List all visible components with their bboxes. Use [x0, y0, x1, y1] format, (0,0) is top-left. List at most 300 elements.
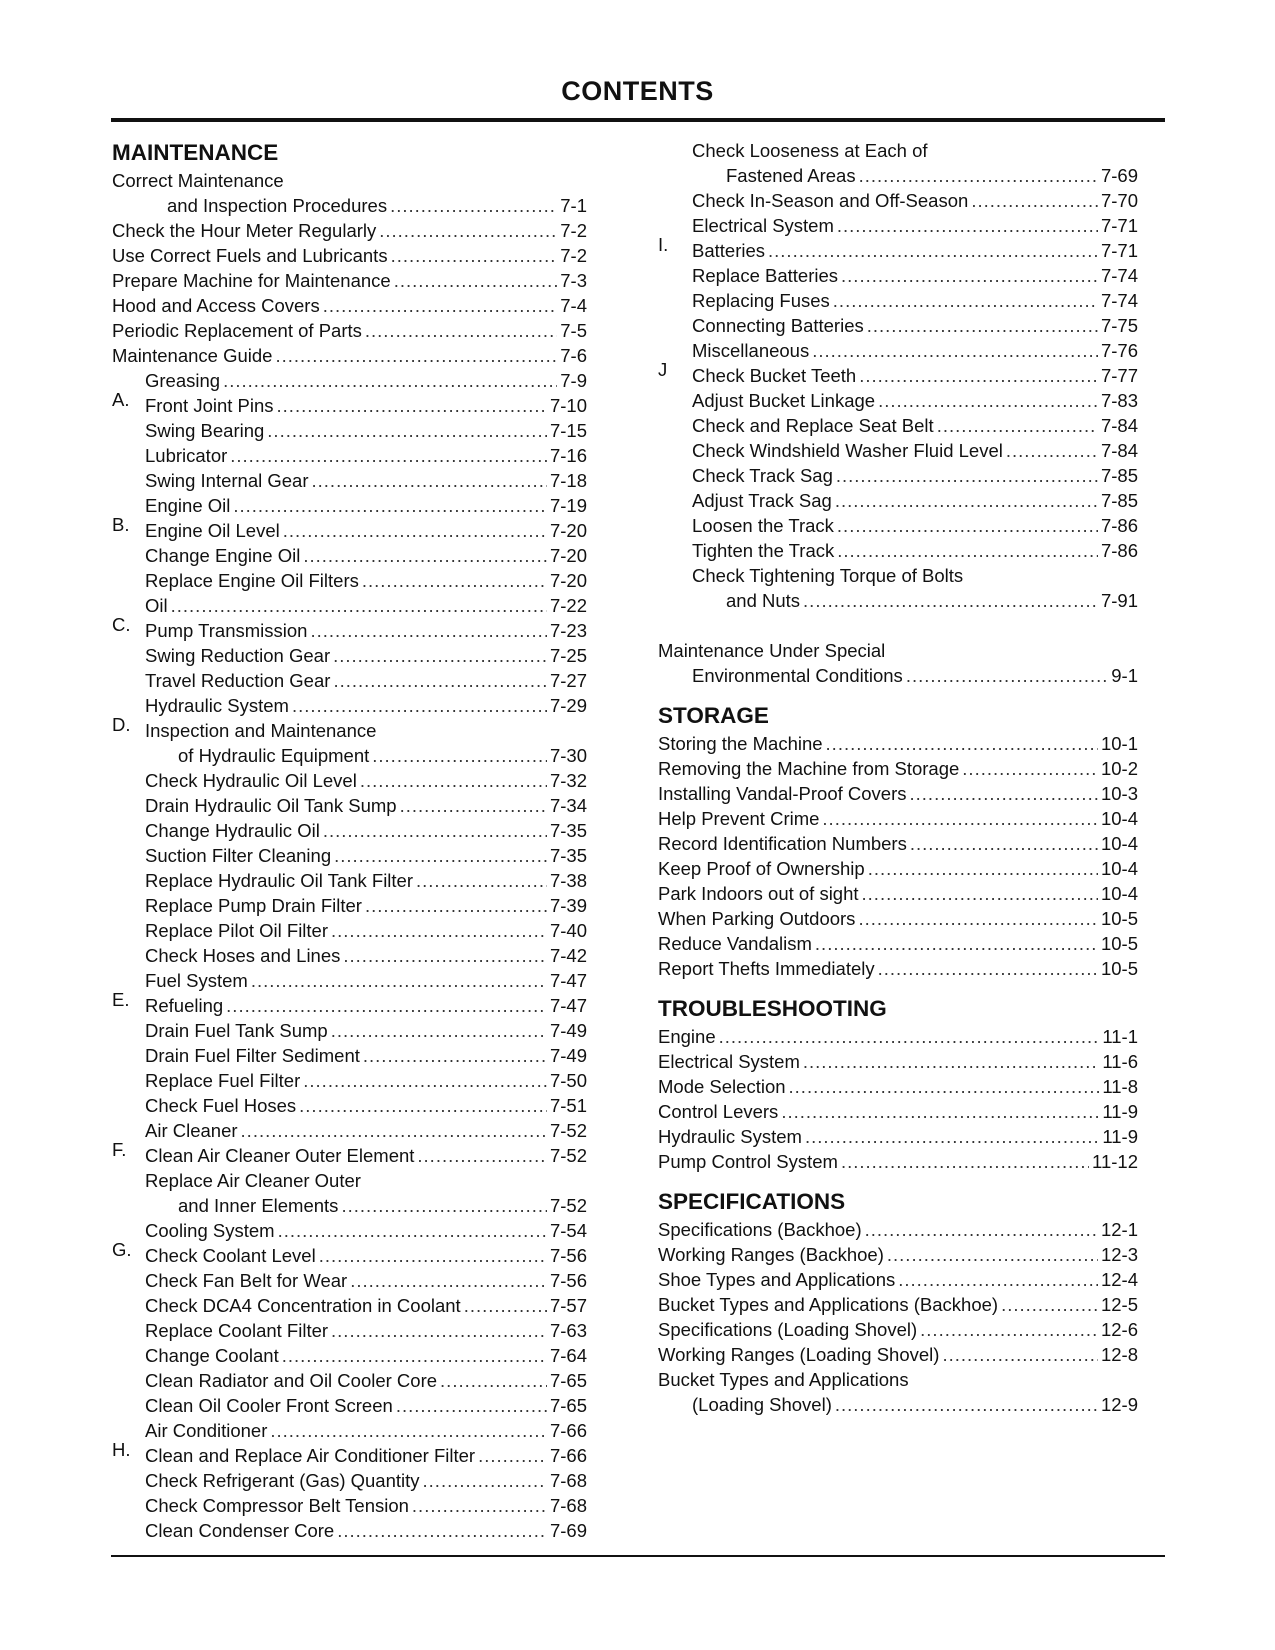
toc-entry-label: Mode Selection [658, 1076, 786, 1097]
dot-leader [223, 368, 557, 393]
toc-entry[interactable] [112, 343, 587, 368]
toc-entry[interactable] [658, 1124, 1138, 1149]
dot-leader [278, 1218, 547, 1243]
dot-leader [837, 513, 1098, 538]
toc-entry-page: 10-5 [1100, 908, 1138, 929]
toc-entry-label: Replace Hydraulic Oil Tank Filter [145, 870, 414, 891]
toc-entry-page: 12-4 [1100, 1269, 1138, 1290]
toc-entry[interactable] [112, 1493, 587, 1518]
toc-entry-label: Report Thefts Immediately [658, 958, 875, 979]
toc-entry-label: Check the Hour Meter Regularly [112, 220, 377, 241]
page-title: CONTENTS [561, 76, 714, 106]
toc-entry-page: 7-52 [549, 1195, 587, 1216]
dot-leader [390, 193, 557, 218]
dot-leader [805, 1124, 1099, 1149]
dot-leader [906, 663, 1108, 688]
dot-leader [835, 1392, 1098, 1417]
toc-entry[interactable] [112, 1143, 587, 1168]
dot-leader [350, 1268, 547, 1293]
section-heading-storage: STORAGE [658, 703, 769, 728]
toc-entry-label: Adjust Bucket Linkage [692, 390, 876, 411]
toc-entry-label: Change Hydraulic Oil [145, 820, 320, 841]
toc-entry-label: Fuel System [145, 970, 248, 991]
toc-entry[interactable] [112, 1168, 587, 1193]
toc-entry-page: 7-6 [560, 345, 587, 366]
toc-entry[interactable] [112, 743, 587, 768]
toc-entry-label: When Parking Outdoors [658, 908, 856, 929]
toc-entry-label: Installing Vandal-Proof Covers [658, 783, 907, 804]
toc-entry[interactable] [112, 218, 587, 243]
toc-entry-page: 7-35 [549, 845, 587, 866]
toc-entry-page: 7-47 [549, 995, 587, 1016]
toc-entry[interactable] [112, 568, 587, 593]
toc-entry[interactable] [112, 843, 587, 868]
dot-leader [303, 1068, 547, 1093]
toc-entry-label: Check Refrigerant (Gas) Quantity [145, 1470, 420, 1491]
toc-entry-page: 12-9 [1100, 1394, 1138, 1415]
toc-entry-page: 10-3 [1100, 783, 1138, 804]
dot-leader [858, 906, 1098, 931]
toc-entry[interactable] [658, 438, 1138, 463]
toc-entry-letter: E. [112, 989, 130, 1010]
toc-entry[interactable] [112, 1468, 587, 1493]
toc-entry-page: 7-63 [549, 1320, 587, 1341]
toc-entry-page: 7-86 [1100, 515, 1138, 536]
dot-leader [362, 568, 547, 593]
toc-entry-label: Use Correct Fuels and Lubricants [112, 245, 388, 266]
toc-entry[interactable] [112, 868, 587, 893]
toc-entry-page: 7-15 [549, 420, 587, 441]
toc-entry[interactable] [112, 393, 587, 418]
toc-entry-page: 7-47 [549, 970, 587, 991]
toc-entry-label: Check Compressor Belt Tension [145, 1495, 409, 1516]
toc-entry-page: 11-6 [1102, 1051, 1138, 1072]
toc-entry-page: 7-65 [549, 1395, 587, 1416]
toc-entry-label: Specifications (Loading Shovel) [658, 1319, 918, 1340]
toc-entry[interactable] [658, 806, 1138, 831]
toc-entry-label: Environmental Conditions [692, 665, 903, 686]
toc-entry[interactable] [112, 818, 587, 843]
toc-entry[interactable] [658, 1317, 1138, 1342]
toc-entry[interactable] [658, 1149, 1138, 1174]
toc-entry[interactable] [112, 1368, 587, 1393]
toc-entry-page: 7-77 [1100, 365, 1138, 386]
toc-entry-page: 11-12 [1092, 1151, 1138, 1172]
toc-entry-page: 7-74 [1100, 290, 1138, 311]
toc-entry-label: Clean Condenser Core [145, 1520, 335, 1541]
toc-entry-page: 7-69 [1100, 165, 1138, 186]
toc-entry-page: 7-40 [549, 920, 587, 941]
toc-entry-page: 7-85 [1100, 490, 1138, 511]
toc-entry[interactable] [658, 588, 1138, 613]
dot-leader [334, 843, 547, 868]
toc-entry[interactable] [658, 363, 1138, 388]
toc-entry[interactable] [112, 518, 587, 543]
dot-leader [812, 338, 1098, 363]
dot-leader [836, 463, 1098, 488]
toc-entry-label: Fastened Areas [726, 165, 856, 186]
toc-entry-list [112, 168, 587, 1543]
toc-entry[interactable] [112, 1193, 587, 1218]
toc-entry-page: 11-9 [1102, 1101, 1138, 1122]
toc-entry[interactable] [658, 856, 1138, 881]
dot-leader [365, 893, 547, 918]
toc-entry-label: Bucket Types and Applications (Backhoe) [658, 1294, 999, 1315]
toc-entry-label: Drain Hydraulic Oil Tank Sump [145, 795, 397, 816]
toc-entry[interactable] [658, 956, 1138, 981]
dot-leader [412, 1493, 547, 1518]
section-heading-troubleshooting: TROUBLESHOOTING [658, 996, 887, 1021]
toc-entry-page: 10-4 [1100, 858, 1138, 879]
dot-leader [962, 756, 1098, 781]
toc-entry[interactable] [658, 488, 1138, 513]
toc-entry-page: 7-39 [549, 895, 587, 916]
toc-entry[interactable] [658, 288, 1138, 313]
dot-leader [303, 543, 547, 568]
toc-entry[interactable] [658, 1367, 1138, 1392]
toc-entry-label: Replace Pump Drain Filter [145, 895, 362, 916]
toc-entry-label: Hydraulic System [658, 1126, 802, 1147]
toc-entry-letter: J [658, 359, 668, 380]
toc-entry[interactable] [112, 668, 587, 693]
toc-entry-label: Replace Engine Oil Filters [145, 570, 359, 591]
contents-right-column [658, 138, 1138, 1417]
toc-entry-label: Maintenance Guide [112, 345, 273, 366]
dot-leader [299, 1093, 547, 1118]
toc-entry-label: Refueling [145, 995, 224, 1016]
toc-entry[interactable] [658, 1049, 1138, 1074]
toc-entry-label: Check Track Sag [692, 465, 833, 486]
toc-entry-page: 7-76 [1100, 340, 1138, 361]
toc-entry[interactable] [112, 1343, 587, 1368]
dot-leader [719, 1024, 1100, 1049]
toc-entry-label: Replacing Fuses [692, 290, 830, 311]
dot-leader [333, 668, 547, 693]
toc-entry-label: Control Levers [658, 1101, 779, 1122]
contents-left-column [112, 138, 587, 1543]
toc-entry-label: Working Ranges (Loading Shovel) [658, 1344, 940, 1365]
dot-leader [394, 268, 558, 293]
toc-entry-label: Swing Reduction Gear [145, 645, 331, 666]
toc-entry-letter: F. [112, 1139, 127, 1160]
toc-entry[interactable] [112, 1518, 587, 1543]
toc-entry[interactable] [658, 188, 1138, 213]
toc-entry-label: Pump Control System [658, 1151, 838, 1172]
dot-leader [878, 388, 1098, 413]
toc-entry[interactable] [112, 943, 587, 968]
dot-leader [971, 188, 1098, 213]
dot-leader [275, 343, 557, 368]
toc-entry[interactable] [658, 138, 1138, 163]
toc-entry-page: 7-84 [1100, 415, 1138, 436]
toc-entry-page: 7-56 [549, 1245, 587, 1266]
dot-leader [267, 418, 547, 443]
toc-entry[interactable] [658, 931, 1138, 956]
toc-entry[interactable] [112, 268, 587, 293]
toc-entry[interactable] [112, 718, 587, 743]
dot-leader [270, 1418, 547, 1443]
toc-entry-page: 12-3 [1100, 1244, 1138, 1265]
toc-entry[interactable] [658, 538, 1138, 563]
toc-entry[interactable] [658, 1099, 1138, 1124]
toc-entry-label: Greasing [145, 370, 221, 391]
toc-entry-page: 7-64 [549, 1345, 587, 1366]
section-heading-specifications: SPECIFICATIONS [658, 1189, 846, 1214]
toc-entry-label: Correct Maintenance [112, 170, 284, 191]
toc-entry-page: 7-5 [560, 320, 587, 341]
toc-entry[interactable] [658, 263, 1138, 288]
dot-leader [400, 793, 547, 818]
toc-entry[interactable] [658, 1217, 1138, 1242]
toc-entry-label: Miscellaneous [692, 340, 810, 361]
toc-entry-label: Check DCA4 Concentration in Coolant [145, 1295, 461, 1316]
toc-entry-label: Periodic Replacement of Parts [112, 320, 362, 341]
toc-entry-page: 7-4 [560, 295, 587, 316]
toc-entry-label: Check Fan Belt for Wear [145, 1270, 348, 1291]
toc-entry-page: 7-51 [549, 1095, 587, 1116]
toc-entry-page: 7-34 [549, 795, 587, 816]
toc-entry-page: 7-27 [549, 670, 587, 691]
dot-leader [337, 1518, 547, 1543]
toc-entry[interactable] [112, 1443, 587, 1468]
toc-entry-list [658, 731, 1138, 981]
toc-entry-label: Electrical System [692, 215, 834, 236]
dot-leader [372, 743, 547, 768]
toc-entry[interactable] [658, 663, 1138, 688]
toc-entry-list [658, 138, 1138, 688]
toc-entry-page: 7-1 [560, 195, 587, 216]
toc-entry-page: 7-91 [1100, 590, 1138, 611]
toc-entry[interactable] [112, 1093, 587, 1118]
dot-leader [323, 293, 558, 318]
dot-leader [171, 593, 547, 618]
toc-entry-page: 7-10 [549, 395, 587, 416]
toc-entry[interactable] [658, 638, 1138, 663]
toc-entry-label: Engine Oil [145, 495, 231, 516]
toc-entry-page: 7-3 [560, 270, 587, 291]
toc-entry-page: 7-22 [549, 595, 587, 616]
toc-entry-label: Replace Pilot Oil Filter [145, 920, 329, 941]
dot-leader [865, 1217, 1098, 1242]
dot-leader [226, 993, 547, 1018]
toc-entry[interactable] [112, 1243, 587, 1268]
dot-leader [478, 1443, 547, 1468]
title-divider [111, 118, 1165, 122]
dot-leader [826, 731, 1098, 756]
toc-entry-page: 12-5 [1100, 1294, 1138, 1315]
toc-entry-label: Bucket Types and Applications [658, 1369, 909, 1390]
toc-entry[interactable] [658, 1292, 1138, 1317]
toc-entry[interactable] [112, 193, 587, 218]
toc-entry-page: 7-30 [549, 745, 587, 766]
toc-entry[interactable] [658, 513, 1138, 538]
toc-entry[interactable] [112, 293, 587, 318]
toc-entry[interactable] [112, 1393, 587, 1418]
toc-entry[interactable] [658, 1342, 1138, 1367]
toc-entry-page: 7-56 [549, 1270, 587, 1291]
toc-entry[interactable] [658, 881, 1138, 906]
toc-entry-label: Engine Oil Level [145, 520, 280, 541]
toc-entry[interactable] [658, 238, 1138, 263]
toc-entry[interactable] [658, 831, 1138, 856]
toc-entry-label: Specifications (Backhoe) [658, 1219, 862, 1240]
dot-leader [282, 1343, 547, 1368]
toc-entry-label: Replace Batteries [692, 265, 839, 286]
toc-entry[interactable] [112, 418, 587, 443]
dot-leader [283, 518, 547, 543]
toc-entry[interactable] [658, 463, 1138, 488]
toc-entry-label: Electrical System [658, 1051, 800, 1072]
toc-entry-page: 7-68 [549, 1495, 587, 1516]
dot-leader [1001, 1292, 1098, 1317]
toc-entry-page: 7-49 [549, 1045, 587, 1066]
toc-entry-label: Front Joint Pins [145, 395, 274, 416]
toc-entry-page: 7-57 [549, 1295, 587, 1316]
toc-entry-page: 7-86 [1100, 540, 1138, 561]
toc-entry-label: Inspection and Maintenance [145, 720, 377, 741]
dot-leader [868, 856, 1098, 881]
dot-leader [862, 881, 1098, 906]
toc-entry-page: 12-6 [1100, 1319, 1138, 1340]
toc-entry-page: 7-71 [1100, 240, 1138, 261]
toc-entry[interactable] [112, 793, 587, 818]
toc-entry[interactable] [658, 388, 1138, 413]
toc-entry[interactable] [658, 313, 1138, 338]
toc-entry-list [658, 1217, 1138, 1417]
toc-entry-label: Clean and Replace Air Conditioner Filter [145, 1445, 476, 1466]
toc-entry-label: Pump Transmission [145, 620, 308, 641]
dot-leader [312, 468, 547, 493]
toc-entry[interactable] [112, 1043, 587, 1068]
dot-leader [360, 768, 547, 793]
dot-leader [841, 263, 1098, 288]
toc-entry-label: Shoe Types and Applications [658, 1269, 896, 1290]
dot-leader [416, 868, 547, 893]
toc-entry[interactable] [658, 163, 1138, 188]
toc-entry[interactable] [112, 1068, 587, 1093]
toc-entry[interactable] [658, 731, 1138, 756]
dot-leader [365, 318, 557, 343]
dot-leader [440, 1368, 547, 1393]
toc-entry[interactable] [112, 993, 587, 1018]
toc-entry-letter: C. [112, 614, 131, 635]
toc-entry[interactable] [658, 756, 1138, 781]
toc-entry-page: 10-1 [1100, 733, 1138, 754]
dot-leader [910, 781, 1098, 806]
toc-entry-page: 7-54 [549, 1220, 587, 1241]
toc-entry[interactable] [658, 413, 1138, 438]
toc-entry-page: 10-4 [1100, 808, 1138, 829]
dot-leader [920, 1317, 1098, 1342]
toc-entry-page: 7-84 [1100, 440, 1138, 461]
toc-entry[interactable] [112, 618, 587, 643]
toc-entry[interactable] [658, 563, 1138, 588]
toc-entry[interactable] [112, 168, 587, 193]
toc-entry-label: Suction Filter Cleaning [145, 845, 332, 866]
toc-entry-label: Check Tightening Torque of Bolts [692, 565, 964, 586]
toc-entry[interactable] [112, 468, 587, 493]
toc-entry-label: Adjust Track Sag [692, 490, 832, 511]
toc-entry-letter: A. [112, 389, 130, 410]
dot-leader [333, 643, 547, 668]
toc-entry[interactable] [112, 1268, 587, 1293]
dot-leader [1006, 438, 1098, 463]
toc-entry[interactable] [112, 243, 587, 268]
toc-entry-label: Engine [658, 1026, 716, 1047]
toc-entry-label: Check Hydraulic Oil Level [145, 770, 357, 791]
toc-entry-letter: H. [112, 1439, 131, 1460]
toc-entry-page: 10-4 [1100, 833, 1138, 854]
toc-entry[interactable] [112, 318, 587, 343]
toc-entry[interactable] [658, 1267, 1138, 1292]
toc-entry-page: 7-16 [549, 445, 587, 466]
toc-entry[interactable] [112, 1318, 587, 1343]
toc-entry[interactable] [112, 1293, 587, 1318]
dot-leader [417, 1143, 547, 1168]
toc-entry[interactable] [658, 1074, 1138, 1099]
toc-entry-label: Maintenance Under Special [658, 640, 886, 661]
toc-entry-page: 11-9 [1102, 1126, 1138, 1147]
section-heading-maintenance: MAINTENANCE [112, 140, 279, 165]
toc-entry-page: 7-74 [1100, 265, 1138, 286]
toc-entry-page: 7-71 [1100, 215, 1138, 236]
toc-entry[interactable] [112, 1018, 587, 1043]
toc-entry-label: Replace Air Cleaner Outer [145, 1170, 361, 1191]
toc-entry[interactable] [658, 781, 1138, 806]
dot-leader [241, 1118, 547, 1143]
toc-entry-page: 7-42 [549, 945, 587, 966]
dot-leader [942, 1342, 1098, 1367]
dot-leader [464, 1293, 547, 1318]
dot-leader [837, 538, 1098, 563]
dot-leader [803, 588, 1098, 613]
toc-entry-label: Change Coolant [145, 1345, 279, 1366]
dot-leader [867, 313, 1098, 338]
toc-entry[interactable] [658, 1392, 1138, 1417]
dot-leader [331, 918, 547, 943]
toc-entry-page: 11-1 [1102, 1026, 1138, 1047]
toc-entry[interactable] [112, 443, 587, 468]
toc-entry-label: Help Prevent Crime [658, 808, 820, 829]
toc-entry-label: Change Engine Oil [145, 545, 301, 566]
toc-entry-page: 10-2 [1100, 758, 1138, 779]
toc-entry-page: 10-4 [1100, 883, 1138, 904]
dot-leader [841, 1149, 1089, 1174]
toc-entry[interactable] [112, 893, 587, 918]
toc-entry-page: 7-66 [549, 1420, 587, 1441]
toc-entry[interactable] [112, 768, 587, 793]
toc-entry-letter: D. [112, 714, 131, 735]
toc-entry-list [658, 1024, 1138, 1174]
toc-entry[interactable] [658, 1242, 1138, 1267]
toc-entry[interactable] [658, 906, 1138, 931]
toc-entry[interactable] [658, 1024, 1138, 1049]
toc-entry-page: 7-49 [549, 1020, 587, 1041]
toc-entry-label: Check Hoses and Lines [145, 945, 341, 966]
toc-entry-page: 12-1 [1100, 1219, 1138, 1240]
dot-leader [379, 218, 557, 243]
toc-entry[interactable] [112, 543, 587, 568]
toc-entry-label: Working Ranges (Backhoe) [658, 1244, 884, 1265]
toc-entry-page: 7-2 [560, 245, 587, 266]
toc-entry[interactable] [112, 643, 587, 668]
toc-entry-label: and Inspection Procedures [167, 195, 388, 216]
toc-entry-label: Check Windshield Washer Fluid Level [692, 440, 1003, 461]
toc-entry[interactable] [112, 918, 587, 943]
toc-entry-page: 7-23 [549, 620, 587, 641]
toc-entry-label: and Nuts [726, 590, 801, 611]
toc-entry-label: Cooling System [145, 1220, 275, 1241]
